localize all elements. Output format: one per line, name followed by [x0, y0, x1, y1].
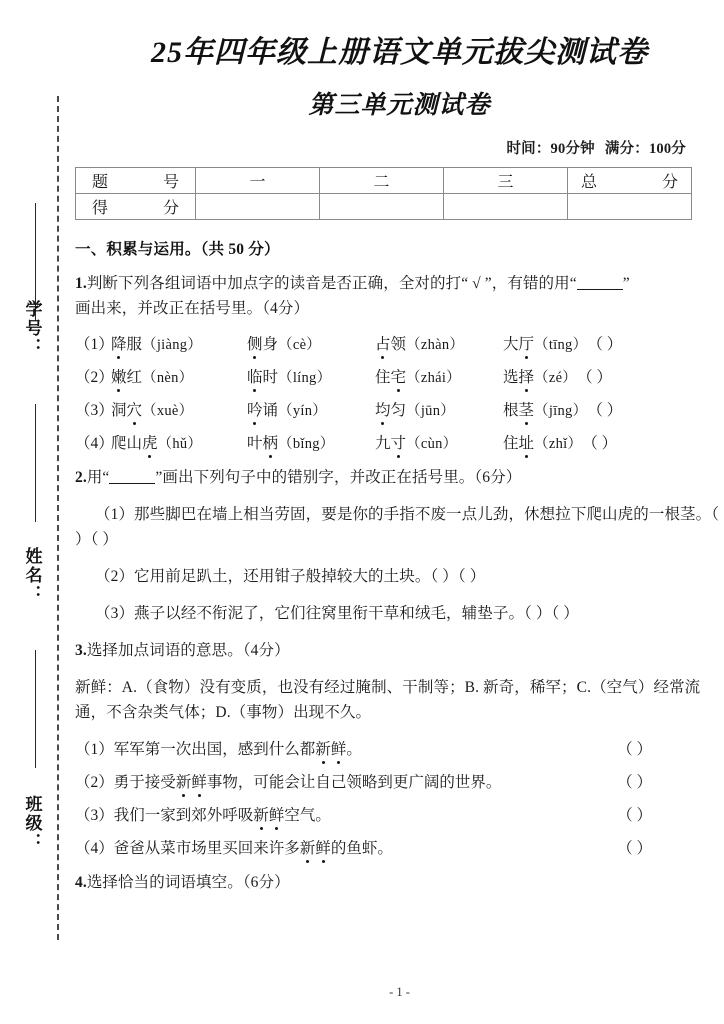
item-post: 事物，可能会让自己领略到更广阔的世界。	[206, 773, 502, 791]
section-heading-1: 一、积累与运用。（共 50 分）	[75, 240, 280, 258]
score-input-cell-3[interactable]	[444, 193, 568, 219]
word-item	[111, 365, 247, 387]
word-item	[503, 431, 582, 453]
question-2-item-2[interactable]: （2）它用前足趴土，还用钳子般掉较大的土块。（ ）（ ）	[95, 568, 486, 586]
word-item	[375, 398, 503, 420]
underline-blank	[109, 483, 155, 484]
paper-content	[75, 0, 724, 1024]
question-3-number: 3.	[75, 642, 87, 660]
label-part-a: 题	[92, 173, 109, 191]
question-2-item-1[interactable]: （1）那些脚巴在墙上相当劳固，要是你的手指不废一点儿劲，休想拉下爬山虎的一根茎。（ ）（ ）	[75, 505, 720, 548]
item-pre: 勇于接受	[113, 773, 176, 791]
sidebar-field-label: 姓名：	[22, 547, 42, 604]
word-pre: 住	[503, 434, 519, 452]
page-number-footer: - 1 -	[389, 985, 410, 999]
label-part-b: 号	[162, 173, 179, 191]
pinyin: （jūn）	[406, 402, 456, 419]
row-lead: （4）	[75, 434, 114, 452]
score-table-col-1: 一	[196, 167, 320, 193]
table-row	[76, 167, 692, 193]
row-lead: （1）	[75, 740, 114, 758]
label-part-b: 分	[661, 173, 678, 191]
word-item	[375, 365, 503, 387]
dotted-char: 鲜	[315, 836, 331, 858]
page-subtitle: 第三单元测试卷	[308, 91, 491, 119]
exam-duration: 时间：90分钟	[506, 140, 595, 157]
word-item	[503, 365, 577, 387]
item-post: 的鱼虾。	[330, 839, 393, 857]
item-post: 。	[346, 740, 362, 758]
word-item	[111, 332, 247, 354]
word-item	[111, 431, 247, 453]
word-post: 匀	[390, 401, 407, 419]
pinyin: （jīng）	[534, 402, 588, 419]
word-pre: 九	[375, 434, 391, 452]
dotted-char: 鲜	[331, 737, 347, 759]
row-lead: （3）	[75, 806, 114, 824]
dotted-char: 鲜	[269, 803, 285, 825]
question-3-options: 新鲜：A.（食物）没有变质，也没有经过腌制、干制等；B. 新奇，稀罕；C.（空气）经常流通，不含杂类气体；D.（事物）出现不久。	[75, 679, 701, 722]
word-item	[375, 332, 503, 354]
question-1-text-a: 判断下列各组词语中加点字的读音是否正确，全对的打“ √ ”，有错的用“	[86, 274, 577, 292]
answer-bracket[interactable]: （ ）	[587, 401, 623, 419]
dotted-char: 穴	[127, 398, 143, 420]
word-pre: 爬山	[111, 434, 143, 452]
question-3-item-1[interactable]	[75, 737, 724, 759]
dotted-char: 临	[247, 365, 263, 387]
dotted-char: 寸	[391, 431, 407, 453]
row-lead: （3）	[75, 401, 114, 419]
answer-bracket[interactable]: （ ）	[617, 839, 652, 857]
answer-bracket[interactable]: （ ）	[582, 434, 618, 452]
dotted-char: 鲜	[191, 770, 207, 792]
item-post: 空气。	[284, 806, 331, 824]
question-2-text-a: 用“	[86, 468, 110, 486]
pinyin: （zhǐ）	[534, 435, 583, 452]
word-item	[111, 398, 247, 420]
question-1-stem	[75, 271, 724, 321]
question-3-heading: 选择加点词语的意思。（4分）	[86, 642, 290, 660]
question-2-number: 2.	[75, 468, 87, 486]
dotted-char: 茎	[519, 398, 535, 420]
word-post: 诵	[262, 401, 279, 419]
word-item	[503, 398, 587, 420]
answer-bracket[interactable]: （ ）	[617, 773, 652, 791]
question-1-text-c: 画出来，并改正在括号里。（4分）	[75, 299, 310, 317]
pinyin: （tīng）	[534, 336, 588, 353]
question-1-row-1	[75, 332, 724, 354]
word-post: 红	[126, 368, 143, 386]
dotted-char: 占	[375, 332, 391, 354]
question-3-item-3[interactable]	[75, 803, 724, 825]
dotted-char: 宅	[391, 365, 407, 387]
dotted-char: 吟	[247, 398, 263, 420]
pinyin: （zhái）	[406, 369, 461, 386]
question-4-number: 4.	[75, 873, 87, 891]
pinyin: （zé）	[534, 369, 578, 386]
dotted-char: 厅	[519, 332, 535, 354]
question-3-item-2[interactable]	[75, 770, 724, 792]
score-table	[75, 167, 692, 220]
word-post: 服	[126, 335, 143, 353]
dotted-char: 择	[519, 365, 535, 387]
pinyin: （yín）	[278, 402, 328, 419]
sidebar-field-student-id[interactable]	[8, 300, 56, 362]
exam-meta	[75, 137, 686, 158]
word-post: 领	[390, 335, 407, 353]
question-4-stem	[75, 870, 724, 895]
word-item	[503, 332, 587, 354]
label-part-a: 得	[92, 199, 109, 217]
dotted-char: 址	[519, 431, 535, 453]
dotted-char: 虎	[142, 431, 158, 453]
word-post: 身	[262, 335, 279, 353]
item-text	[75, 770, 501, 792]
answer-bracket[interactable]: （ ）	[577, 368, 612, 386]
word-pre: 大	[503, 335, 519, 353]
row-lead: （1）	[75, 335, 114, 353]
word-pre: 叶	[247, 434, 263, 452]
question-1-number: 1.	[75, 274, 87, 292]
underline-blank	[577, 289, 623, 290]
word-post: 时	[262, 368, 279, 386]
word-item	[247, 365, 375, 387]
sidebar-field-label: 班级：	[22, 795, 42, 852]
dotted-char: 降	[111, 332, 127, 354]
score-table-col-total	[568, 167, 692, 193]
pinyin: （nèn）	[142, 369, 194, 386]
dotted-char: 柄	[263, 431, 279, 453]
dotted-char: 新	[253, 803, 269, 825]
question-1-row-2	[75, 365, 724, 387]
seal-dashed-line	[57, 96, 59, 940]
question-3-item-4[interactable]	[75, 836, 724, 858]
dotted-char: 新	[300, 836, 316, 858]
question-2-text-b: ”画出下列句子中的错别字，并改正在括号里。（6分）	[155, 468, 522, 486]
question-3-stem	[75, 638, 724, 663]
sealing-line-sidebar	[0, 0, 75, 1024]
answer-bracket[interactable]: （ ）	[587, 335, 623, 353]
question-1-text-b: ”	[622, 274, 630, 292]
score-input-cell-total[interactable]	[568, 193, 692, 219]
page-title: 25年四年级上册语文单元拔尖测试卷	[151, 36, 648, 69]
pinyin: （bǐng）	[278, 435, 335, 452]
score-input-cell-2[interactable]	[320, 193, 444, 219]
item-pre: 军军第一次出国，感到什么都	[113, 740, 316, 758]
pinyin: （jiàng）	[142, 336, 203, 353]
word-item	[247, 431, 375, 453]
pinyin: （líng）	[278, 369, 332, 386]
item-text	[75, 737, 362, 759]
dotted-char: 新	[315, 737, 331, 759]
pinyin: （hǔ）	[157, 435, 203, 452]
item-text	[75, 803, 331, 825]
question-4-heading: 选择恰当的词语填空。（6分）	[86, 873, 290, 891]
pinyin: （zhàn）	[406, 336, 465, 353]
table-row	[76, 193, 692, 219]
answer-bracket[interactable]: （ ）	[617, 806, 652, 824]
word-item	[247, 398, 375, 420]
question-2-item-3[interactable]: （3）燕子以经不衔泥了，它们往窝里衔干草和绒毛，辅垫子。（ ）（ ）	[95, 605, 579, 623]
dotted-char: 嫩	[111, 365, 127, 387]
answer-bracket[interactable]: （ ）	[617, 740, 652, 758]
sidebar-field-class[interactable]	[8, 795, 56, 857]
seal-rule-2	[35, 404, 36, 522]
item-text	[75, 836, 393, 858]
row-lead: （4）	[75, 839, 114, 857]
row-lead: （2）	[75, 368, 114, 386]
pinyin: （cè）	[278, 336, 322, 353]
score-table-col-3: 三	[444, 167, 568, 193]
score-table-col-2: 二	[320, 167, 444, 193]
dotted-char: 均	[375, 398, 391, 420]
item-pre: 爸爸从菜市场里买回来许多	[113, 839, 300, 857]
dotted-char: 新	[176, 770, 192, 792]
label-part-a: 总	[581, 173, 598, 191]
pinyin: （cùn）	[406, 435, 458, 452]
pinyin: （xuè）	[142, 402, 194, 419]
word-item	[375, 431, 503, 453]
dotted-char: 侧	[247, 332, 263, 354]
label-part-b: 分	[162, 199, 179, 217]
sidebar-field-name[interactable]	[8, 547, 56, 609]
row-lead: （2）	[75, 773, 114, 791]
item-pre: 我们一家到郊外呼吸	[113, 806, 254, 824]
word-pre: 住	[375, 368, 391, 386]
question-1-row-4	[75, 431, 724, 453]
exam-total-score: 满分：100分	[604, 140, 686, 157]
question-1-row-3	[75, 398, 724, 420]
score-input-cell-1[interactable]	[196, 193, 320, 219]
score-table-row-label	[76, 193, 196, 219]
word-item	[247, 332, 375, 354]
word-pre: 根	[503, 401, 519, 419]
question-2-stem	[75, 465, 724, 490]
word-pre: 选	[503, 368, 519, 386]
sidebar-field-label: 学号：	[22, 300, 42, 357]
word-pre: 洞	[111, 401, 127, 419]
seal-rule-3	[35, 650, 36, 768]
score-table-row-label	[76, 167, 196, 193]
